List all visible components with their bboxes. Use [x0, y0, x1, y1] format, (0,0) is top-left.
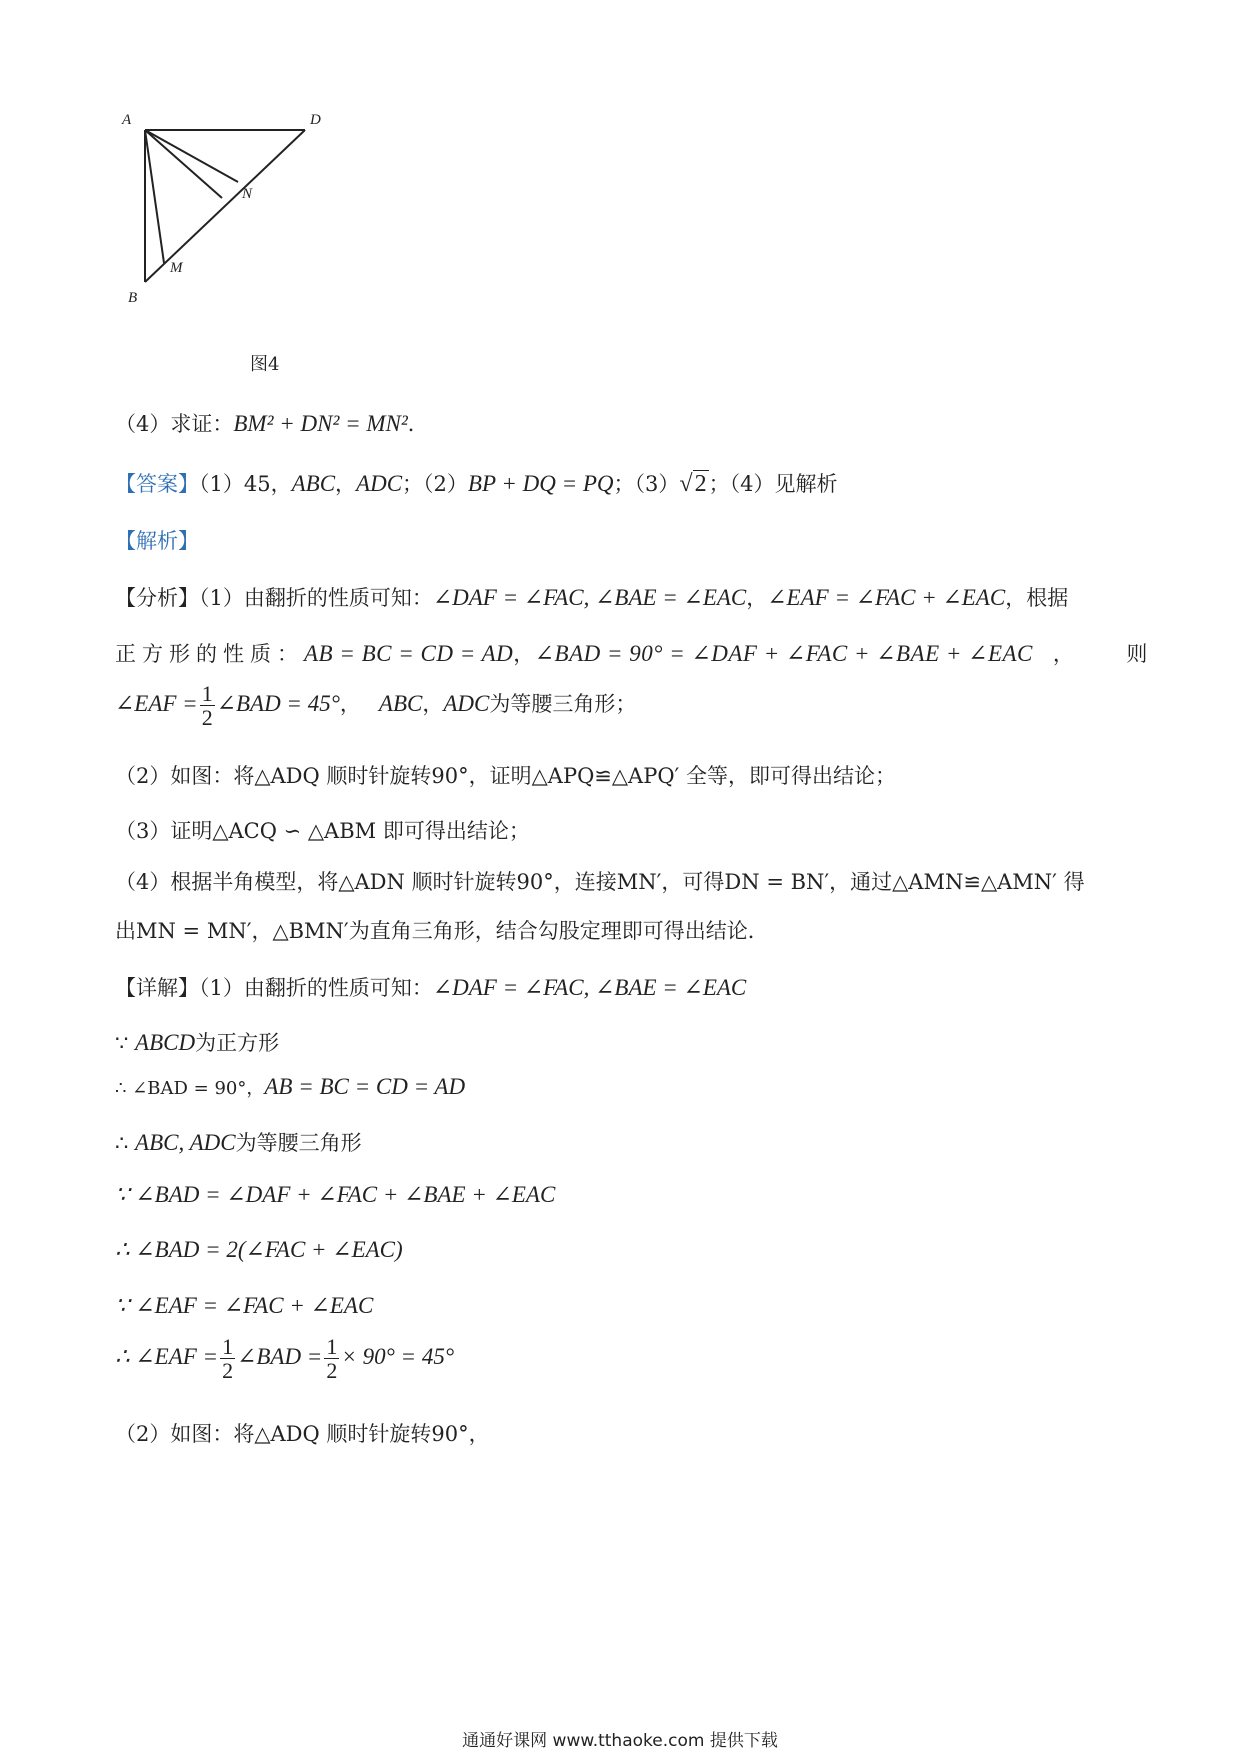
label-d: D — [310, 112, 321, 128]
analysis-l3-rhs: ∠BAD = 45° — [216, 691, 340, 717]
label-m: M — [170, 260, 183, 276]
detail-line-9: （2）如图：将△ADQ 顺时针旋转90°， — [115, 1422, 490, 1446]
analysis-l2-formula1: AB = BC = CD = AD — [304, 641, 514, 666]
analysis-l3-abc: ABC — [378, 691, 423, 717]
analysis-l3-comma: ， — [339, 692, 361, 717]
detail-l8-lhs: ∴ ∠EAF = — [115, 1344, 219, 1370]
detail-l2-because: ∵ — [115, 1031, 136, 1055]
detail-line-7: ∵ ∠EAF = ∠FAC + ∠EAC — [115, 1293, 374, 1318]
detail-l8-numerator2: 1 — [326, 1334, 338, 1359]
analysis-l1-sep: ， — [746, 586, 768, 610]
analysis-line-6: （4）根据半角模型，将△ADN 顺时针旋转90°，连接MN′，可得DN = BN′，通过△AMN≌△AMN′ 得 — [115, 870, 1085, 894]
detail-l2-text: 为正方形 — [195, 1031, 280, 1055]
analysis-l3-numerator: 1 — [201, 681, 213, 706]
detail-line-6: ∴ ∠BAD = 2(∠FAC + ∠EAC) — [115, 1237, 403, 1262]
detail-line-1 — [115, 972, 746, 1002]
analysis-line-4: （2）如图：将△ADQ 顺时针旋转90°，证明△APQ≌△APQ′ 全等，即可得出结论； — [115, 764, 896, 788]
answer-part3-prefix: ；（3） — [613, 472, 680, 496]
segment-bd — [145, 130, 305, 282]
detail-l3-angle: ∴ ∠BAD = 90°， — [115, 1078, 265, 1099]
analysis-l3-end: 为等腰三角形； — [489, 692, 637, 717]
analysis-l1-formula2: ∠EAF = ∠FAC + ∠EAC — [767, 585, 1006, 610]
detail-line-8 — [115, 1335, 454, 1382]
detail-l4-therefore: ∴ — [115, 1131, 136, 1155]
answer-part1: （1）45， — [199, 472, 292, 496]
analysis-line-7: 出MN = MN′，△BMN′为直角三角形，结合勾股定理即可得出结论． — [115, 919, 769, 943]
analysis-l2-end: 则 — [1126, 642, 1148, 666]
analysis-l2-comma: ， — [1052, 642, 1075, 666]
analysis-l1-end: ，根据 — [1005, 586, 1069, 610]
figure-caption: 图4 — [250, 354, 280, 375]
detail-l8-denominator2: 2 — [326, 1358, 338, 1384]
analysis-line-3 — [115, 682, 636, 729]
analysis-line-1 — [115, 582, 1068, 612]
analysis-l1-formula1: ∠DAF = ∠FAC, ∠BAE = ∠EAC — [432, 585, 747, 610]
analysis-l1-text: 【分析】（1）由翻折的性质可知： — [115, 586, 433, 610]
analysis-l3-lhs: ∠EAF = — [115, 691, 198, 717]
question-4-formula: BM² + DN² = MN² — [233, 411, 408, 436]
label-n: N — [242, 186, 253, 202]
answer-part1-b: ADC — [356, 471, 403, 496]
detail-l8-numerator1: 1 — [222, 1334, 234, 1359]
detail-l8-fraction1 — [220, 1335, 235, 1382]
detail-l3-formula: AB = BC = CD = AD — [264, 1074, 466, 1099]
answer-part1-a: ABC — [291, 471, 336, 496]
analysis-l2-sep: ， — [513, 642, 535, 666]
question-4-prefix: （4）求证： — [115, 412, 234, 436]
detail-line-4 — [115, 1127, 362, 1157]
analysis-l2-text: 正方形的性质： — [115, 642, 304, 666]
question-4 — [115, 408, 429, 438]
answer-part2-prefix: ；（2） — [402, 472, 468, 496]
answer-part4: ；（4）见解析 — [708, 472, 838, 496]
detail-l2-abcd: ABCD — [135, 1030, 196, 1055]
geometry-figure — [120, 110, 380, 370]
answer-part2: BP + DQ = PQ — [467, 471, 614, 496]
analysis-l2-formula2: ∠BAD = 90° = ∠DAF + ∠FAC + ∠BAE + ∠EAC — [534, 641, 1033, 666]
detail-l8-fraction2 — [324, 1335, 339, 1382]
detail-line-5: ∵ ∠BAD = ∠DAF + ∠FAC + ∠BAE + ∠EAC — [115, 1182, 556, 1207]
detail-l1-formula: ∠DAF = ∠FAC, ∠BAE = ∠EAC — [432, 975, 747, 1000]
detail-l1-text: 【详解】（1）由翻折的性质可知： — [115, 976, 433, 1000]
analysis-l3-denominator: 2 — [201, 705, 213, 731]
analysis-line-5: （3）证明△ACQ ∽ △ABM 即可得出结论； — [115, 819, 530, 843]
analysis-line-2 — [115, 638, 1148, 668]
detail-line-2 — [115, 1027, 279, 1057]
label-a: A — [122, 112, 132, 128]
answer-part1-sep: ， — [335, 472, 357, 496]
segment-am — [145, 130, 164, 263]
analysis-tag: 【解析】 — [115, 529, 199, 553]
detail-l4-text: 为等腰三角形 — [235, 1131, 362, 1155]
answer-part3-sqrt: √2 — [679, 471, 707, 497]
analysis-l3-adc: ADC — [443, 691, 490, 717]
answer-line — [115, 468, 837, 498]
answer-tag: 【答案】 — [115, 472, 199, 496]
page-footer: 通通好课网 www.tthaoke.com 提供下载 — [462, 1731, 778, 1751]
detail-l8-rhs: × 90° = 45° — [341, 1344, 455, 1370]
detail-line-3 — [115, 1074, 465, 1100]
question-4-suffix: ． — [407, 412, 429, 436]
segment-a-mid — [145, 130, 222, 198]
segment-an — [145, 130, 238, 182]
detail-l4-triangles: ABC, ADC — [135, 1130, 236, 1155]
detail-l8-denominator1: 2 — [222, 1358, 234, 1384]
analysis-l3-fraction — [200, 682, 215, 729]
analysis-l3-sep: ， — [422, 692, 444, 717]
label-b: B — [128, 290, 138, 306]
detail-l8-mid: ∠BAD = — [237, 1344, 323, 1370]
answer-part3-radicand: 2 — [694, 471, 707, 497]
